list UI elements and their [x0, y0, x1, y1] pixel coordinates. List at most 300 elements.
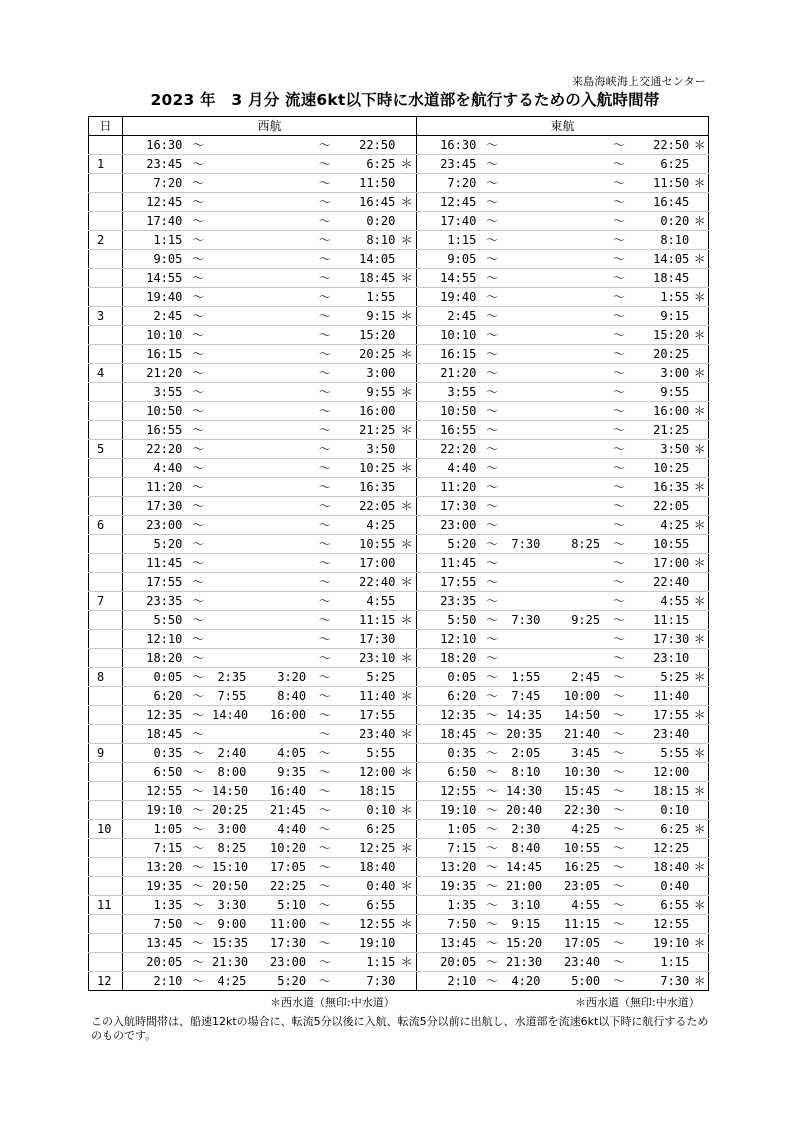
east-break-end-cell [544, 554, 606, 573]
west-start-cell: 16:15 [123, 345, 185, 364]
west-break-start-cell [212, 250, 250, 269]
west-break-start-cell: 20:50 [212, 877, 250, 896]
east-start-cell: 13:20 [417, 858, 479, 877]
table-row [89, 953, 709, 972]
east-start-cell: 3:55 [417, 383, 479, 402]
day-cell [89, 858, 123, 877]
east-break-end-cell [544, 136, 606, 155]
west-tilde-cell: ～ [312, 801, 338, 820]
east-end-cell: 16:00 [632, 402, 692, 421]
west-tilde-cell: ～ [312, 288, 338, 307]
east-break-end-cell [544, 212, 606, 231]
west-start-cell: 1:15 [123, 231, 185, 250]
organization-name: 来島海峡海上交通センター [572, 75, 706, 88]
west-mark-cell [397, 440, 416, 459]
west-end-cell: 22:05 [338, 497, 398, 516]
table-row [89, 801, 709, 820]
east-start-cell: 10:10 [417, 326, 479, 345]
east-end-cell: 6:25 [632, 155, 692, 174]
west-tilde-cell: ～ [312, 877, 338, 896]
east-mark-cell: ＊ [691, 364, 708, 383]
east-tilde-cell: ～ [478, 535, 506, 554]
west-tilde-cell: ～ [312, 402, 338, 421]
east-break-end-cell: 16:25 [544, 858, 606, 877]
west-mark-cell [397, 782, 416, 801]
east-end-cell: 9:15 [632, 307, 692, 326]
west-start-cell: 1:05 [123, 820, 185, 839]
east-end-cell: 23:40 [632, 725, 692, 744]
east-mark-cell: ＊ [691, 934, 708, 953]
east-tilde-cell: ～ [606, 706, 632, 725]
day-cell: 6 [89, 516, 123, 535]
east-break-end-cell [544, 326, 606, 345]
west-break-end-cell [250, 231, 312, 250]
west-tilde-cell: ～ [184, 687, 212, 706]
east-tilde-cell: ～ [606, 972, 632, 991]
west-break-start-cell: 7:55 [212, 687, 250, 706]
east-legend-note: ＊西水道（無印:中水道） [575, 996, 700, 1009]
east-start-cell: 2:45 [417, 307, 479, 326]
east-start-cell: 14:55 [417, 269, 479, 288]
east-start-cell: 4:40 [417, 459, 479, 478]
east-start-cell: 23:45 [417, 155, 479, 174]
east-break-start-cell: 14:45 [506, 858, 544, 877]
east-mark-cell [691, 383, 708, 402]
east-start-cell: 16:30 [417, 136, 479, 155]
west-break-end-cell: 5:20 [250, 972, 312, 991]
west-start-cell: 19:35 [123, 877, 185, 896]
west-break-start-cell [212, 231, 250, 250]
west-break-start-cell [212, 155, 250, 174]
east-tilde-cell: ～ [478, 402, 506, 421]
east-break-start-cell [506, 440, 544, 459]
east-mark-cell [691, 231, 708, 250]
east-tilde-cell: ～ [478, 763, 506, 782]
day-cell [89, 212, 123, 231]
footer-note: この入航時間帯は、船速12ktの場合に、転流5分以後に入航、転流5分以前に出航し、水道部を流速6kt以下時に航行するためのものです。 [91, 1015, 709, 1042]
east-break-start-cell: 8:10 [506, 763, 544, 782]
west-tilde-cell: ～ [184, 706, 212, 725]
west-mark-cell [397, 516, 416, 535]
west-tilde-cell: ～ [312, 497, 338, 516]
west-start-cell: 6:20 [123, 687, 185, 706]
west-mark-cell [397, 592, 416, 611]
table-row [89, 136, 709, 155]
table-row [89, 288, 709, 307]
west-tilde-cell: ～ [312, 383, 338, 402]
table-row [89, 820, 709, 839]
east-break-end-cell [544, 421, 606, 440]
west-start-cell: 13:20 [123, 858, 185, 877]
west-mark-cell: ＊ [397, 763, 416, 782]
west-break-start-cell [212, 554, 250, 573]
west-mark-cell: ＊ [397, 915, 416, 934]
table-row [89, 478, 709, 497]
west-break-end-cell [250, 364, 312, 383]
east-end-cell: 11:40 [632, 687, 692, 706]
west-break-start-cell [212, 573, 250, 592]
west-tilde-cell: ～ [312, 972, 338, 991]
east-tilde-cell: ～ [478, 459, 506, 478]
west-end-cell: 16:00 [338, 402, 398, 421]
east-end-cell: 23:10 [632, 649, 692, 668]
east-tilde-cell: ～ [478, 801, 506, 820]
west-start-cell: 23:00 [123, 516, 185, 535]
west-tilde-cell: ～ [312, 706, 338, 725]
west-break-end-cell [250, 554, 312, 573]
east-break-start-cell [506, 402, 544, 421]
west-break-start-cell [212, 269, 250, 288]
west-break-end-cell: 5:10 [250, 896, 312, 915]
west-start-cell: 6:50 [123, 763, 185, 782]
east-break-end-cell: 17:05 [544, 934, 606, 953]
day-cell [89, 345, 123, 364]
east-mark-cell: ＊ [691, 706, 708, 725]
east-break-start-cell [506, 326, 544, 345]
west-start-cell: 12:10 [123, 630, 185, 649]
west-end-cell: 16:35 [338, 478, 398, 497]
west-tilde-cell: ～ [184, 345, 212, 364]
west-break-start-cell: 2:35 [212, 668, 250, 687]
west-mark-cell [397, 668, 416, 687]
west-mark-cell [397, 364, 416, 383]
east-break-end-cell [544, 478, 606, 497]
west-start-cell: 23:45 [123, 155, 185, 174]
west-break-start-cell [212, 611, 250, 630]
east-start-cell: 18:45 [417, 725, 479, 744]
west-tilde-cell: ～ [184, 763, 212, 782]
west-start-cell: 0:05 [123, 668, 185, 687]
west-break-start-cell: 2:40 [212, 744, 250, 763]
west-mark-cell [397, 212, 416, 231]
west-end-cell: 22:40 [338, 573, 398, 592]
west-end-cell: 17:00 [338, 554, 398, 573]
day-cell: 4 [89, 364, 123, 383]
west-break-end-cell [250, 212, 312, 231]
west-tilde-cell: ～ [312, 953, 338, 972]
east-break-start-cell [506, 649, 544, 668]
east-break-start-cell [506, 212, 544, 231]
east-tilde-cell: ～ [478, 972, 506, 991]
west-mark-cell: ＊ [397, 383, 416, 402]
west-tilde-cell: ～ [312, 516, 338, 535]
east-break-start-cell [506, 592, 544, 611]
table-row [89, 725, 709, 744]
east-break-end-cell [544, 364, 606, 383]
day-cell [89, 136, 123, 155]
west-break-start-cell [212, 478, 250, 497]
west-start-cell: 5:50 [123, 611, 185, 630]
east-mark-cell: ＊ [691, 478, 708, 497]
west-tilde-cell: ～ [312, 193, 338, 212]
west-break-end-cell [250, 459, 312, 478]
west-tilde-cell: ～ [184, 820, 212, 839]
day-cell [89, 706, 123, 725]
east-end-cell: 10:55 [632, 535, 692, 554]
east-end-cell: 9:55 [632, 383, 692, 402]
west-mark-cell: ＊ [397, 231, 416, 250]
west-break-start-cell [212, 440, 250, 459]
west-start-cell: 4:40 [123, 459, 185, 478]
west-start-cell: 11:45 [123, 554, 185, 573]
west-tilde-cell: ～ [184, 592, 212, 611]
west-start-cell: 3:55 [123, 383, 185, 402]
west-mark-cell: ＊ [397, 877, 416, 896]
east-tilde-cell: ～ [606, 782, 632, 801]
east-start-cell: 17:40 [417, 212, 479, 231]
east-tilde-cell: ～ [478, 212, 506, 231]
west-tilde-cell: ～ [312, 155, 338, 174]
east-mark-cell [691, 307, 708, 326]
east-tilde-cell: ～ [478, 630, 506, 649]
east-tilde-cell: ～ [606, 516, 632, 535]
west-tilde-cell: ～ [312, 649, 338, 668]
east-tilde-cell: ～ [606, 649, 632, 668]
east-start-cell: 22:20 [417, 440, 479, 459]
day-cell [89, 250, 123, 269]
east-break-end-cell: 4:25 [544, 820, 606, 839]
day-cell [89, 687, 123, 706]
table-row [89, 250, 709, 269]
west-break-start-cell: 20:25 [212, 801, 250, 820]
table-row [89, 174, 709, 193]
east-mark-cell [691, 421, 708, 440]
west-start-cell: 7:50 [123, 915, 185, 934]
table-row [89, 516, 709, 535]
east-break-start-cell [506, 345, 544, 364]
table-row [89, 763, 709, 782]
west-mark-cell: ＊ [397, 307, 416, 326]
east-start-cell: 1:35 [417, 896, 479, 915]
west-tilde-cell: ～ [312, 725, 338, 744]
east-tilde-cell: ～ [478, 554, 506, 573]
table-row [89, 877, 709, 896]
east-end-cell: 4:55 [632, 592, 692, 611]
west-mark-cell [397, 744, 416, 763]
east-mark-cell [691, 345, 708, 364]
east-break-end-cell: 14:50 [544, 706, 606, 725]
west-start-cell: 0:35 [123, 744, 185, 763]
table-row [89, 611, 709, 630]
east-tilde-cell: ～ [478, 649, 506, 668]
west-break-end-cell: 22:25 [250, 877, 312, 896]
west-break-end-cell [250, 193, 312, 212]
east-break-end-cell [544, 174, 606, 193]
east-mark-cell: ＊ [691, 782, 708, 801]
west-mark-cell [397, 630, 416, 649]
west-start-cell: 10:50 [123, 402, 185, 421]
east-start-cell: 21:20 [417, 364, 479, 383]
east-break-end-cell: 23:40 [544, 953, 606, 972]
east-mark-cell [691, 269, 708, 288]
west-break-end-cell [250, 592, 312, 611]
east-tilde-cell: ～ [606, 839, 632, 858]
east-break-start-cell: 21:00 [506, 877, 544, 896]
east-break-start-cell: 2:05 [506, 744, 544, 763]
west-break-start-cell [212, 421, 250, 440]
east-mark-cell: ＊ [691, 858, 708, 877]
page-title: 2023 年 3 月分 流速6kt以下時に水道部を航行するための入航時間帯 [150, 91, 660, 109]
day-cell: 12 [89, 972, 123, 991]
east-start-cell: 16:15 [417, 345, 479, 364]
east-break-end-cell [544, 459, 606, 478]
east-tilde-cell: ～ [478, 174, 506, 193]
table-row [89, 687, 709, 706]
west-start-cell: 17:30 [123, 497, 185, 516]
day-cell [89, 934, 123, 953]
west-tilde-cell: ～ [312, 915, 338, 934]
east-start-cell: 7:20 [417, 174, 479, 193]
west-tilde-cell: ～ [184, 934, 212, 953]
table-row [89, 839, 709, 858]
east-column-header: 東航 [417, 117, 709, 136]
east-break-start-cell [506, 250, 544, 269]
west-end-cell: 9:55 [338, 383, 398, 402]
east-tilde-cell: ～ [478, 668, 506, 687]
west-tilde-cell: ～ [184, 497, 212, 516]
west-end-cell: 11:50 [338, 174, 398, 193]
west-break-end-cell [250, 383, 312, 402]
west-break-start-cell: 4:25 [212, 972, 250, 991]
west-end-cell: 5:55 [338, 744, 398, 763]
east-mark-cell: ＊ [691, 744, 708, 763]
east-break-start-cell [506, 193, 544, 212]
east-tilde-cell: ～ [478, 877, 506, 896]
west-tilde-cell: ～ [184, 649, 212, 668]
east-end-cell: 10:25 [632, 459, 692, 478]
east-tilde-cell: ～ [478, 820, 506, 839]
west-mark-cell: ＊ [397, 421, 416, 440]
west-tilde-cell: ～ [184, 155, 212, 174]
east-break-start-cell: 9:15 [506, 915, 544, 934]
east-break-end-cell [544, 573, 606, 592]
east-end-cell: 21:25 [632, 421, 692, 440]
west-break-start-cell [212, 364, 250, 383]
west-break-end-cell [250, 269, 312, 288]
east-break-end-cell: 9:25 [544, 611, 606, 630]
east-tilde-cell: ～ [606, 478, 632, 497]
west-start-cell: 14:55 [123, 269, 185, 288]
table-row [89, 858, 709, 877]
table-row [89, 554, 709, 573]
east-tilde-cell: ～ [478, 839, 506, 858]
west-start-cell: 5:20 [123, 535, 185, 554]
west-break-end-cell [250, 573, 312, 592]
east-start-cell: 19:10 [417, 801, 479, 820]
west-break-end-cell [250, 421, 312, 440]
east-break-end-cell [544, 440, 606, 459]
west-break-start-cell: 3:00 [212, 820, 250, 839]
east-tilde-cell: ～ [478, 953, 506, 972]
table-row [89, 364, 709, 383]
day-cell [89, 763, 123, 782]
east-tilde-cell: ～ [606, 421, 632, 440]
east-tilde-cell: ～ [606, 744, 632, 763]
east-end-cell: 14:05 [632, 250, 692, 269]
west-tilde-cell: ～ [312, 896, 338, 915]
east-end-cell: 12:00 [632, 763, 692, 782]
west-tilde-cell: ～ [312, 364, 338, 383]
east-mark-cell [691, 725, 708, 744]
east-tilde-cell: ～ [478, 744, 506, 763]
west-end-cell: 1:55 [338, 288, 398, 307]
west-tilde-cell: ～ [184, 953, 212, 972]
east-end-cell: 17:30 [632, 630, 692, 649]
west-end-cell: 5:25 [338, 668, 398, 687]
west-tilde-cell: ～ [312, 611, 338, 630]
east-mark-cell: ＊ [691, 440, 708, 459]
west-break-end-cell [250, 345, 312, 364]
west-break-end-cell: 11:00 [250, 915, 312, 934]
west-tilde-cell: ～ [312, 573, 338, 592]
east-tilde-cell: ～ [606, 383, 632, 402]
west-break-start-cell: 15:10 [212, 858, 250, 877]
west-start-cell: 23:35 [123, 592, 185, 611]
east-start-cell: 10:50 [417, 402, 479, 421]
east-end-cell: 3:00 [632, 364, 692, 383]
west-tilde-cell: ～ [312, 554, 338, 573]
east-tilde-cell: ～ [478, 364, 506, 383]
east-tilde-cell: ～ [478, 193, 506, 212]
west-break-start-cell: 14:40 [212, 706, 250, 725]
east-tilde-cell: ～ [478, 858, 506, 877]
day-cell [89, 801, 123, 820]
west-end-cell: 18:15 [338, 782, 398, 801]
east-break-start-cell [506, 231, 544, 250]
west-tilde-cell: ～ [184, 535, 212, 554]
east-break-end-cell [544, 383, 606, 402]
west-break-end-cell: 3:20 [250, 668, 312, 687]
day-cell [89, 630, 123, 649]
west-tilde-cell: ～ [312, 459, 338, 478]
west-end-cell: 4:25 [338, 516, 398, 535]
east-mark-cell: ＊ [691, 250, 708, 269]
east-start-cell: 12:10 [417, 630, 479, 649]
east-tilde-cell: ～ [478, 725, 506, 744]
east-end-cell: 18:40 [632, 858, 692, 877]
west-break-end-cell [250, 440, 312, 459]
east-break-end-cell [544, 649, 606, 668]
west-end-cell: 8:10 [338, 231, 398, 250]
west-start-cell: 17:40 [123, 212, 185, 231]
day-cell: 2 [89, 231, 123, 250]
east-start-cell: 12:45 [417, 193, 479, 212]
east-end-cell: 12:25 [632, 839, 692, 858]
west-tilde-cell: ～ [184, 459, 212, 478]
west-start-cell: 7:15 [123, 839, 185, 858]
day-cell [89, 877, 123, 896]
west-end-cell: 17:55 [338, 706, 398, 725]
east-start-cell: 0:35 [417, 744, 479, 763]
table-row [89, 668, 709, 687]
east-break-end-cell: 10:00 [544, 687, 606, 706]
east-end-cell: 3:50 [632, 440, 692, 459]
west-end-cell: 0:10 [338, 801, 398, 820]
east-start-cell: 17:55 [417, 573, 479, 592]
west-mark-cell [397, 820, 416, 839]
west-mark-cell: ＊ [397, 801, 416, 820]
east-tilde-cell: ～ [478, 915, 506, 934]
west-start-cell: 18:20 [123, 649, 185, 668]
table-row [89, 440, 709, 459]
east-mark-cell [691, 649, 708, 668]
west-tilde-cell: ～ [184, 744, 212, 763]
east-end-cell: 22:50 [632, 136, 692, 155]
west-tilde-cell: ～ [312, 744, 338, 763]
east-mark-cell: ＊ [691, 516, 708, 535]
west-break-end-cell: 10:20 [250, 839, 312, 858]
east-break-start-cell: 4:20 [506, 972, 544, 991]
